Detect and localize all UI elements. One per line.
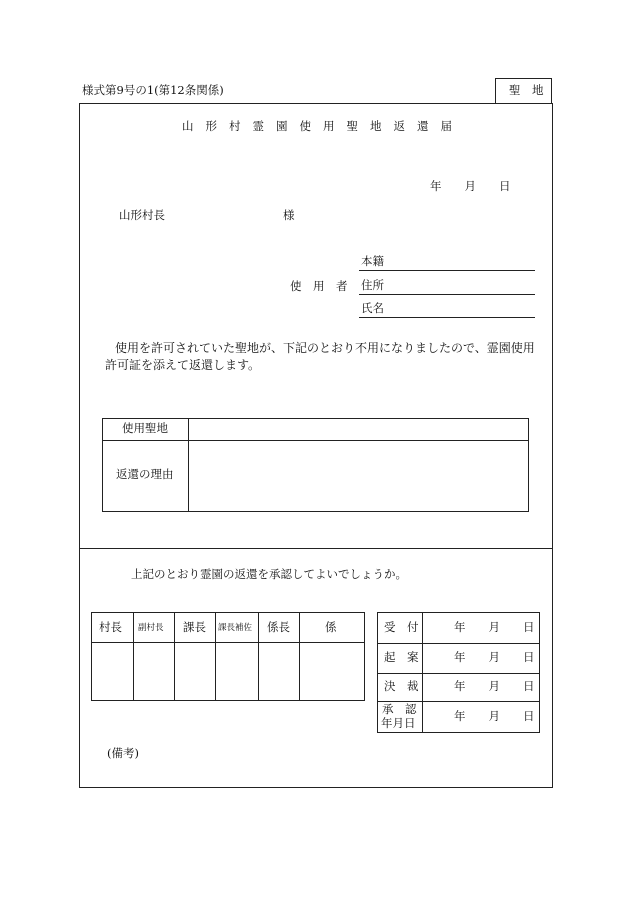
grave-plot-cell[interactable] [189,419,528,440]
stamp-header-staff: 係 [325,620,337,634]
stamp-cell[interactable] [216,643,258,700]
decided-label: 決 裁 [384,679,419,693]
section-divider [79,548,553,549]
stamp-cell[interactable] [134,643,174,700]
approved-label-line1: 承 認 [382,702,417,716]
date-label: 年 月 日 [430,179,511,193]
drafted-date[interactable]: 年 月 日 [454,650,535,664]
reason-cell[interactable] [189,441,528,511]
category-label: 聖 地 [509,83,544,97]
process-row-divider [377,643,540,644]
stamp-header-unit-chief: 係長 [267,620,290,634]
user-label: 使 用 者 [290,279,348,293]
approved-label-line2: 年月日 [381,716,416,730]
approved-date[interactable]: 年 月 日 [454,709,535,723]
grave-plot-label: 使用聖地 [122,421,168,435]
drafted-label: 起 案 [384,650,419,664]
honseki-field-line[interactable] [359,270,535,271]
address-label: 住所 [361,278,384,292]
body-line-1: 使用を許可されていた聖地が、下記のとおり不用になりましたので、霊園使用 [115,341,535,355]
stamp-header-assistant-chief: 課長補佐 [218,623,253,633]
stamp-header-section-chief: 課長 [183,620,206,634]
category-box [495,78,552,104]
stamp-cell[interactable] [175,643,215,700]
approval-statement: 上記のとおり霊園の返還を承認してよいでしょうか。 [131,567,407,581]
reason-label: 返還の理由 [116,467,174,481]
body-line-2: 許可証を添えて返還します。 [105,358,261,372]
form-title: 山形村霊園使用聖地返還届 [182,119,464,133]
received-label: 受 付 [384,620,419,634]
stamp-header-deputy-head: 副村長 [138,623,164,633]
honseki-label: 本籍 [361,254,384,268]
stamp-cell[interactable] [92,643,133,700]
address-field-line[interactable] [359,294,535,295]
honorific-label: 様 [283,208,295,222]
stamp-cell[interactable] [259,643,299,700]
remarks-label: (備考) [107,746,139,760]
body-paragraph [105,340,545,374]
process-row-divider [377,673,540,674]
name-label: 氏名 [361,301,384,315]
stamp-cell[interactable] [300,643,364,700]
form-number-label: 様式第9号の1(第12条関係) [82,83,224,97]
received-date[interactable]: 年 月 日 [454,620,535,634]
recipient-label: 山形村長 [119,208,165,222]
decided-date[interactable]: 年 月 日 [454,679,535,693]
name-field-line[interactable] [359,317,535,318]
stamp-header-village-head: 村長 [99,620,122,634]
